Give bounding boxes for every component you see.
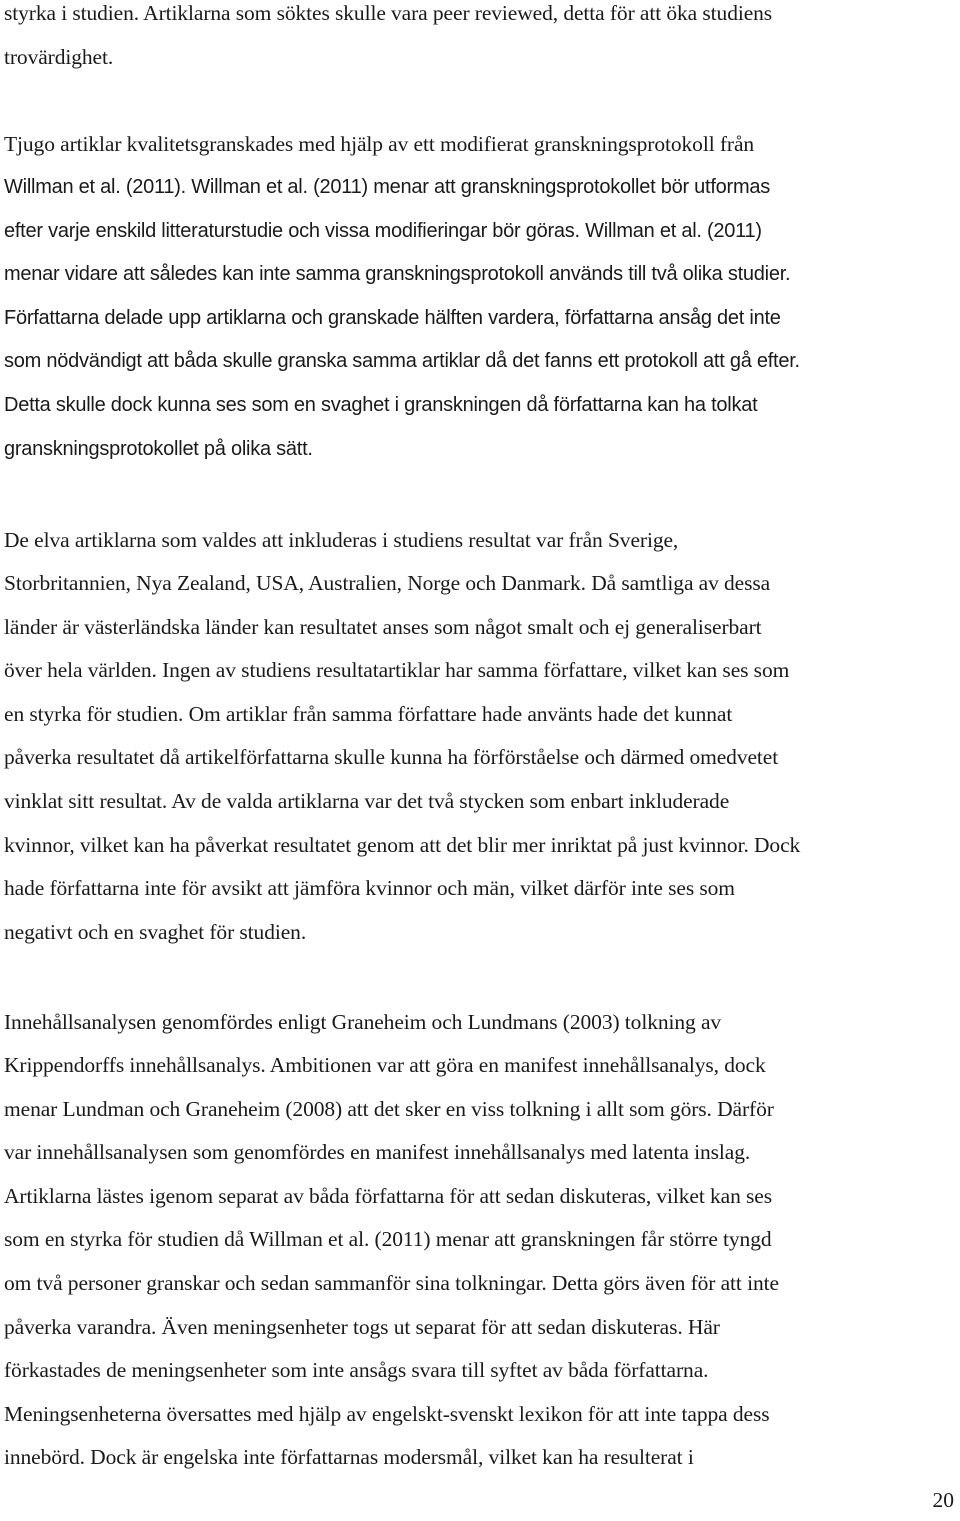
text-line: kvinnor, vilket kan ha påverkat resultatet genom att det blir mer inriktat på just kvinnor. Dock	[4, 832, 801, 857]
paragraph-quality-review	[4, 123, 956, 472]
text-line: granskningsprotokollet på olika sätt.	[4, 437, 313, 460]
text-line: var innehållsanalysen som genomfördes en manifest innehållsanalys med latenta inslag.	[4, 1140, 751, 1165]
text-line: De elva artiklarna som valdes att inkluderas i studiens resultat var från Sverige,	[4, 527, 679, 552]
text-line: menar vidare att således kan inte samma granskningsprotokoll används till två olika studier.	[4, 263, 791, 286]
text-line: över hela världen. Ingen av studiens resultatartiklar har samma författare, vilket kan ses som	[4, 658, 790, 683]
text-line: Meningsenheterna översattes med hjälp av engelskt-svenskt lexikon för att inte tappa dess	[4, 1401, 770, 1426]
text-line: styrka i studien. Artiklarna som söktes skulle vara peer reviewed, detta för att öka studiens	[4, 1, 773, 25]
text-line: Författarna delade upp artiklarna och granskade hälften vardera, författarna ansåg det inte	[4, 306, 781, 329]
text-line: vinklat sitt resultat. Av de valda artiklarna var det två stycken som enbart inkluderade	[4, 789, 730, 814]
text-line: om två personer granskar och sedan sammanför sina tolkningar. Detta görs även för att inte	[4, 1271, 779, 1296]
text-line: trovärdighet.	[4, 44, 114, 69]
text-line: efter varje enskild litteraturstudie och vissa modifieringar bör göras. Willman et al. (2011)	[4, 219, 762, 242]
text-line: påverka varandra. Även meningsenheter togs ut separat för att sedan diskuteras. Här	[4, 1314, 720, 1339]
text-line: menar Lundman och Graneheim (2008) att det sker en viss tolkning i allt som görs. Därför	[4, 1096, 774, 1121]
text-line: Tjugo artiklar kvalitetsgranskades med hjälp av ett modifierat granskningsprotokoll från	[4, 131, 755, 156]
text-line: länder är västerländska länder kan resultatet anses som något smalt och ej generaliserbart	[4, 614, 762, 639]
text-line: hade författarna inte för avsikt att jämföra kvinnor och män, vilket därför inte ses som	[4, 876, 735, 901]
text-line: Storbritannien, Nya Zealand, USA, Australien, Norge och Danmark. Då samtliga av dessa	[4, 571, 771, 596]
text-line: en styrka för studien. Om artiklar från samma författare hade använts hade det kunnat	[4, 701, 733, 726]
text-line: förkastades de meningsenheter som inte ansågs svara till syftet av båda författarna.	[4, 1358, 709, 1383]
text-line: Willman et al. (2011). Willman et al. (2011) menar att granskningsprotokollet bör utformas	[4, 176, 770, 199]
text-line: innebörd. Dock är engelska inte författarnas modersmål, vilket kan ha resulterat i	[4, 1445, 694, 1470]
text-line: Detta skulle dock kunna ses som en svaghet i granskningen då författarna kan ha tolkat	[4, 394, 758, 417]
paragraph-content-analysis	[4, 1001, 956, 1481]
paragraph-strengths	[4, 0, 956, 79]
text-line: Artiklarna lästes igenom separat av båda författarna för att sedan diskuteras, vilket kan ses	[4, 1183, 772, 1208]
text-line: påverka resultatet då artikelförfattarna skulle kunna ha förförståelse och därmed omedvetet	[4, 745, 779, 770]
paragraph-countries	[4, 519, 956, 955]
text-line: som en styrka för studien då Willman et al. (2011) menar att granskningen får större tyngd	[4, 1227, 772, 1252]
page-number: 20	[932, 1488, 954, 1512]
text-line: som nödvändigt att båda skulle granska samma artiklar då det fanns ett protokoll att gå efter.	[4, 350, 800, 373]
text-line: Krippendorffs innehållsanalys. Ambitionen var att göra en manifest innehållsanalys, dock	[4, 1053, 766, 1078]
text-line: negativt och en svaghet för studien.	[4, 919, 307, 944]
text-line: Innehållsanalysen genomfördes enligt Graneheim och Lundmans (2003) tolkning av	[4, 1009, 722, 1034]
